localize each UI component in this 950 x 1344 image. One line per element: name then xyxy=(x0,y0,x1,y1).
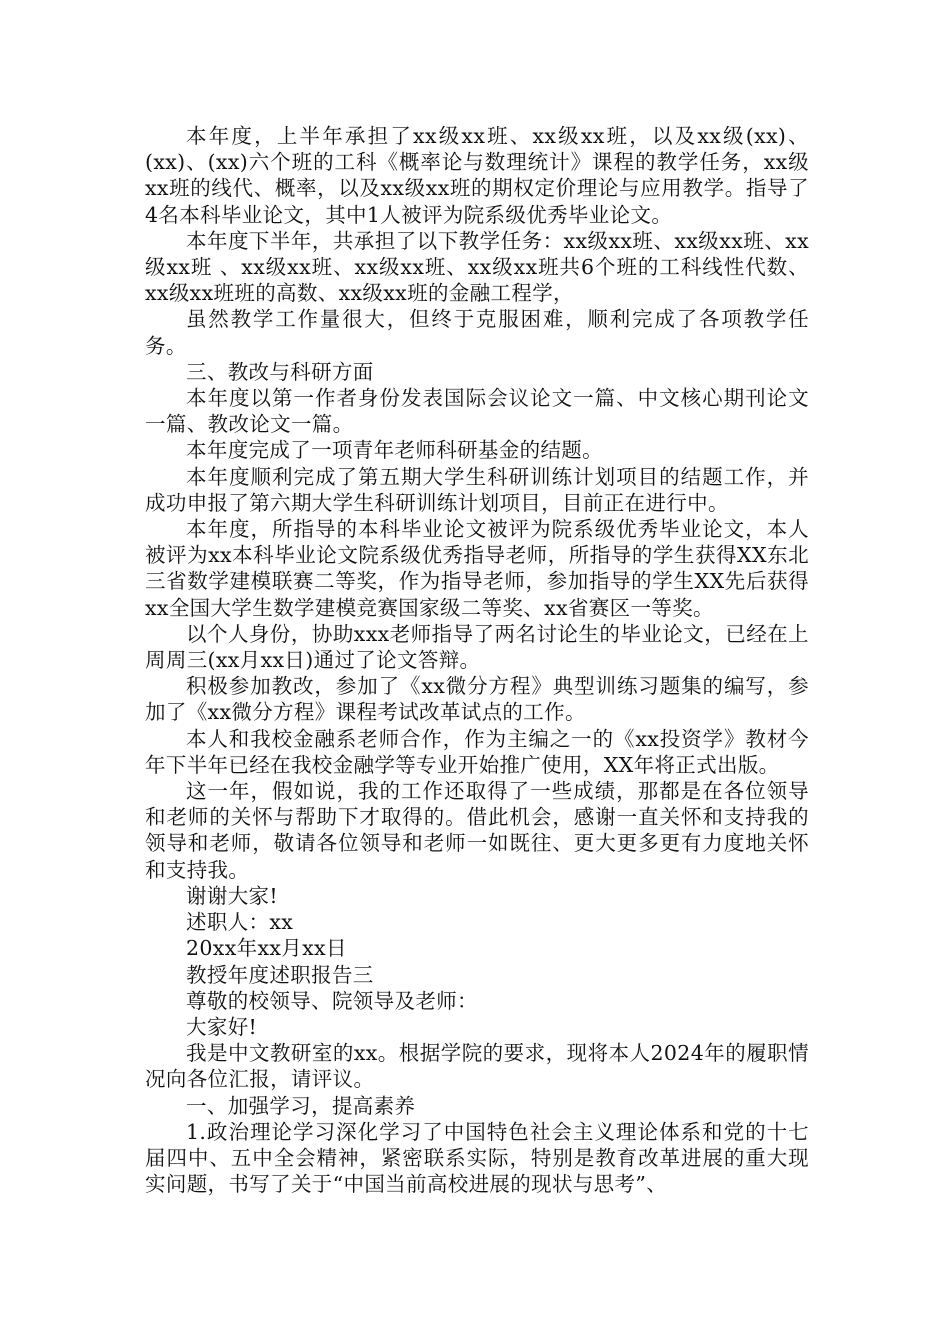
paragraph-teaching-first-half: 本年度，上半年承担了xx级xx班、xx级xx班，以及xx级(xx)、(xx)、(xx)六个班的工科《概率论与数理统计》课程的教学任务，xx级xx班的线代、概率，以及xx级xx班的期权定价理论与应用教学。指导了4名本科毕业论文，其中1人被评为院系级优秀毕业论文。 xyxy=(145,124,809,227)
paragraph-political-study: 1.政治理论学习深化学习了中国特色社会主义理论体系和党的十七届四中、五中全会精神，紧密联系实际，特别是教育改革进展的重大现实问题，书写了关于“中国当前高校进展的现状与思考”、 xyxy=(145,1119,809,1197)
paragraph-thesis-awards: 本年度，所指导的本科毕业论文被评为院系级优秀毕业论文，本人被评为xx本科毕业论文院系级优秀指导老师，所指导的学生获得XX东北三省数学建模联赛二等奖，作为指导老师，参加指导的学生XX先后获得xx全国大学生数学建模竞赛国家级二等奖、xx省赛区一等奖。 xyxy=(145,517,809,620)
document-body xyxy=(145,123,809,1197)
signature-date: 20xx年xx月xx日 xyxy=(186,936,347,961)
report-title: 教授年度述职报告三 xyxy=(186,962,374,987)
paragraph-research-fund: 本年度完成了一项青年老师科研基金的结题。 xyxy=(186,438,603,463)
section-heading-learning: 一、加强学习，提高素养 xyxy=(186,1093,416,1118)
section-heading-reform-research: 三、教改与科研方面 xyxy=(186,359,374,384)
greeting: 大家好! xyxy=(186,1014,258,1039)
paragraph-textbook: 本人和我校金融系老师合作，作为主编之一的《xx投资学》教材今年下半年已经在我校金融学等专业开始推广使用，XX年将正式出版。 xyxy=(145,726,809,777)
paragraph-teaching-second-half: 本年度下半年，共承担了以下教学任务：xx级xx班、xx级xx班、xx级xx班 、xx级xx班、xx级xx班、xx级xx班共6个班的工科线性代数、xx级xx班班的高数、xx级xx班的金融工程学， xyxy=(145,228,809,306)
closing-thanks: 谢谢大家! xyxy=(186,883,278,908)
paragraph-teaching-reform: 积极参加教改，参加了《xx微分方程》典型训练习题集的编写，参加了《xx微分方程》课程考试改革试点的工作。 xyxy=(145,674,809,725)
paragraph-introduction: 我是中文教研室的xx。根据学院的要求，现将本人2024年的履职情况向各位汇报，请评议。 xyxy=(145,1041,809,1092)
paragraph-publications: 本年度以第一作者身份发表国际会议论文一篇、中文核心期刊论文一篇、教改论文一篇。 xyxy=(145,386,809,437)
salutation: 尊敬的校领导、院领导及老师： xyxy=(186,988,478,1013)
paragraph-teaching-workload: 虽然教学工作量很大，但终于克服困难，顺利完成了各项教学任务。 xyxy=(145,307,809,358)
paragraph-student-research-program: 本年度顺利完成了第五期大学生科研训练计划项目的结题工作，并成功申报了第六期大学生科研训练计划项目，目前正在进行中。 xyxy=(145,464,809,515)
paragraph-thanks-summary: 这一年，假如说，我的工作还取得了一些成绩，那都是在各位领导和老师的关怀与帮助下才取得的。借此机会，感谢一直关怀和支持我的领导和老师，敬请各位领导和老师一如既往、更大更多更有力度地关怀和支持我。 xyxy=(145,779,809,882)
paragraph-thesis-assistance: 以个人身份，协助xxx老师指导了两名讨论生的毕业论文，已经在上周周三(xx月xx日)通过了论文答辩。 xyxy=(145,621,809,673)
signature-reporter: 述职人：xx xyxy=(186,910,294,935)
